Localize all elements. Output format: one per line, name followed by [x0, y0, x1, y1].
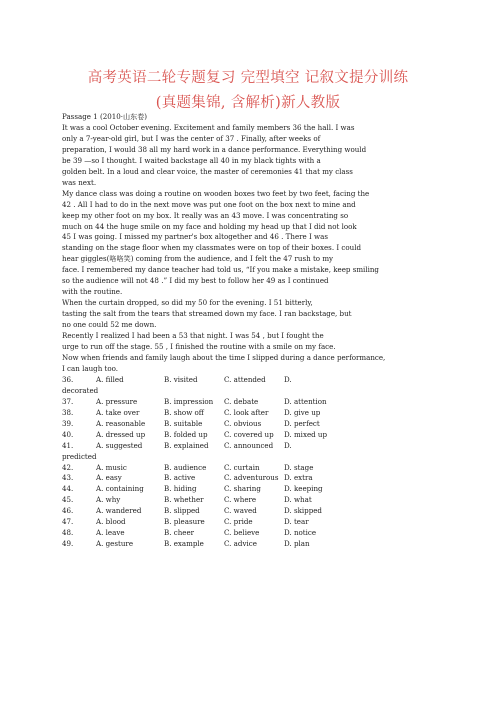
option-d: D. give up — [284, 407, 321, 417]
option-d: D. what — [284, 495, 312, 505]
passage-line: It was a cool October evening. Excitement and family members 36 the hall. I was — [62, 122, 355, 132]
option-a: A. easy — [96, 473, 122, 483]
passage-line: I can laugh too. — [62, 363, 119, 373]
question-number: 42. — [62, 462, 74, 472]
options-list — [62, 375, 434, 550]
document-subtitle: (真题集锦, 含解析)新人教版 — [155, 95, 341, 111]
option-row — [62, 484, 434, 495]
question-number: 49. — [62, 539, 74, 549]
option-c: C. debate — [224, 396, 259, 406]
option-c: C. look after — [224, 407, 269, 417]
passage-line: only a 7-year-old girl, but I was the center of 37 . Finally, after weeks of — [62, 133, 321, 143]
option-b: B. slipped — [164, 506, 200, 516]
question-number: 37. — [62, 396, 74, 406]
question-number: 47. — [62, 517, 74, 527]
option-a: A. filled — [96, 374, 124, 384]
passage-line: golden belt. In a loud and clear voice, the master of ceremonies 41 that my class — [62, 166, 353, 176]
option-c: C. advice — [224, 539, 257, 549]
option-row — [62, 539, 434, 550]
passage-line: face. I remembered my dance teacher had told us, “If you make a mistake, keep smiling — [62, 265, 379, 275]
passage-body — [62, 112, 434, 550]
passage-line: tasting the salt from the tears that streamed down my face. I ran backstage, but — [62, 309, 352, 319]
passage-heading: Passage 1 (2010·山东卷) — [62, 112, 148, 121]
passage-line: was next. — [62, 177, 97, 187]
option-a: A. take over — [96, 407, 140, 417]
option-a: A. blood — [96, 517, 126, 527]
option-a: A. gesture — [96, 539, 134, 549]
option-b: B. example — [164, 539, 204, 549]
passage-line: preparation, I would 38 all my hard work in a dance performance. Everything would — [62, 144, 367, 154]
question-number: 48. — [62, 528, 74, 538]
option-c: C. obvious — [224, 418, 262, 428]
option-a: A. music — [96, 462, 127, 472]
passage-line: keep my other foot on my box. It really was an 43 move. I was concentrating so — [62, 210, 349, 220]
option-d: D. extra — [284, 473, 313, 483]
option-b: B. show off — [164, 407, 204, 417]
passage-line: so the audience will not 48 .” I did my best to follow her 49 as I continued — [62, 276, 329, 286]
question-number: 43. — [62, 473, 74, 483]
option-d-wrap: predicted — [62, 451, 97, 461]
option-row — [62, 495, 434, 506]
option-c: C. believe — [224, 528, 260, 538]
option-b: B. folded up — [164, 429, 208, 439]
question-number: 44. — [62, 484, 74, 494]
option-d: D. — [284, 440, 292, 450]
option-row — [62, 397, 434, 408]
option-c: C. where — [224, 495, 257, 505]
passage-line: much on 44 the huge smile on my face and holding my head up that I did not look — [62, 221, 357, 231]
passage-line: standing on the stage floor when my classmates were on top of their boxes. I could — [62, 243, 362, 253]
option-row — [62, 517, 434, 528]
passage-line: hear giggles(咯咯笑) coming from the audience, and I felt the 47 rush to my — [62, 254, 334, 264]
option-d: D. — [284, 374, 292, 384]
option-d-wrap: decorated — [62, 385, 99, 395]
option-row — [62, 419, 434, 430]
option-b: B. cheer — [164, 528, 195, 538]
option-b: B. pleasure — [164, 517, 205, 527]
option-row — [62, 463, 434, 474]
option-b: B. explained — [164, 440, 209, 450]
option-c: C. waved — [224, 506, 257, 516]
option-a: A. wandered — [96, 506, 142, 516]
passage-line: urge to run off the stage. 55 , I finished the routine with a smile on my face. — [62, 342, 336, 352]
option-c: C. sharing — [224, 484, 261, 494]
passage-text — [62, 123, 434, 375]
option-row — [62, 430, 434, 441]
option-a: A. reasonable — [96, 418, 146, 428]
passage-line: be 39 —so I thought. I waited backstage all 40 in my black tights with a — [62, 155, 321, 165]
option-b: B. visited — [164, 374, 198, 384]
option-d: D. notice — [284, 528, 317, 538]
option-c: C. curtain — [224, 462, 260, 472]
option-a: A. suggested — [96, 440, 143, 450]
option-d: D. keeping — [284, 484, 323, 494]
question-number: 45. — [62, 495, 74, 505]
option-d: D. plan — [284, 539, 310, 549]
question-number: 46. — [62, 506, 74, 516]
option-d: D. skipped — [284, 506, 322, 516]
passage-line: Recently I realized I had been a 53 that night. I was 54 , but I fought the — [62, 331, 324, 341]
option-b: B. whether — [164, 495, 204, 505]
option-a: A. why — [96, 495, 121, 505]
option-a: A. containing — [96, 484, 144, 494]
option-row — [62, 473, 434, 484]
option-a: A. leave — [96, 528, 125, 538]
option-d: D. mixed up — [284, 429, 328, 439]
option-row — [62, 528, 434, 539]
option-d: D. tear — [284, 517, 309, 527]
question-number: 41. — [62, 440, 74, 450]
option-c: C. covered up — [224, 429, 274, 439]
option-a: A. pressure — [96, 396, 138, 406]
option-b: B. hiding — [164, 484, 197, 494]
option-b: B. active — [164, 473, 196, 483]
passage-line: Now when friends and family laugh about the time I slipped during a dance performance, — [62, 352, 386, 362]
option-d: D. attention — [284, 396, 327, 406]
passage-line: 42 . All I had to do in the next move was put one foot on the box next to mine and — [62, 199, 356, 209]
option-b: B. impression — [164, 396, 214, 406]
option-d: D. perfect — [284, 418, 320, 428]
document-title: 高考英语二轮专题复习 完型填空 记叙文提分训练 — [87, 70, 409, 86]
option-c: C. adventurous — [224, 473, 279, 483]
passage-line: 45 I was going. I missed my partner's box altogether and 46 . There I was — [62, 232, 328, 242]
passage-line: When the curtain dropped, so did my 50 for the evening. I 51 bitterly, — [62, 298, 313, 308]
option-row — [62, 441, 434, 452]
option-row — [62, 506, 434, 517]
passage-line: no one could 52 me down. — [62, 320, 157, 330]
option-b: B. audience — [164, 462, 207, 472]
passage-line: with the routine. — [62, 287, 123, 297]
question-number: 39. — [62, 418, 74, 428]
option-d: D. stage — [284, 462, 314, 472]
option-a: A. dressed up — [96, 429, 146, 439]
passage-line: My dance class was doing a routine on wooden boxes two feet by two feet, facing the — [62, 188, 370, 198]
option-row — [62, 408, 434, 419]
option-row — [62, 375, 434, 386]
option-c: C. attended — [224, 374, 266, 384]
option-b: B. suitable — [164, 418, 203, 428]
option-c: C. pride — [224, 517, 253, 527]
question-number: 38. — [62, 407, 74, 417]
option-c: C. announced — [224, 440, 274, 450]
question-number: 36. — [62, 374, 74, 384]
question-number: 40. — [62, 429, 74, 439]
